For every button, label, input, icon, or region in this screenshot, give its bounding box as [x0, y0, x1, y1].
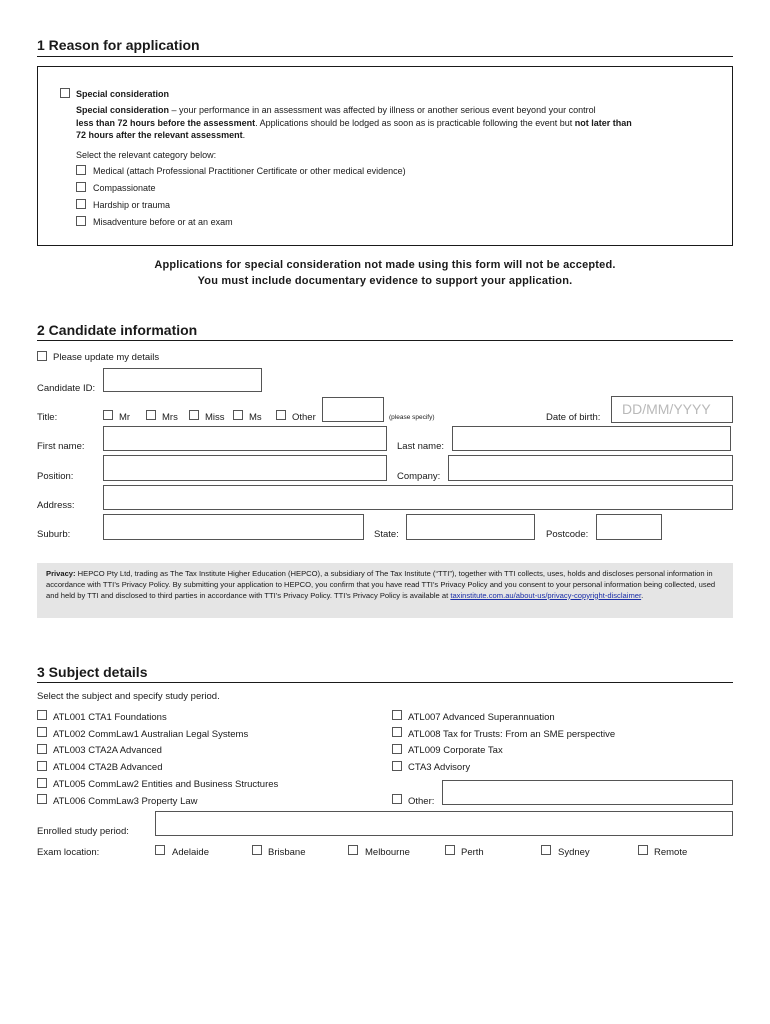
- subject-checkbox-cta3[interactable]: [392, 761, 402, 771]
- location-checkbox-remote[interactable]: [638, 845, 648, 855]
- location-checkbox-brisbane[interactable]: [252, 845, 262, 855]
- title-checkbox-other[interactable]: [276, 410, 286, 420]
- location-label-perth: Perth: [461, 847, 484, 858]
- company-input[interactable]: [448, 455, 733, 481]
- desc-1: – your performance in an assessment was affected by illness or another serious event beyond your control: [169, 105, 596, 115]
- location-checkbox-adelaide[interactable]: [155, 845, 165, 855]
- privacy-heading: Privacy:: [46, 569, 76, 578]
- enrolled-period-label: Enrolled study period:: [37, 826, 129, 837]
- category-label-hardship: Hardship or trauma: [93, 200, 171, 210]
- subject-label-atl008: ATL008 Tax for Trusts: From an SME perspective: [408, 729, 616, 740]
- category-label-medical: Medical (attach Professional Practitioner Certificate or other medical evidence): [93, 166, 406, 176]
- update-details-label: Please update my details: [53, 352, 160, 363]
- subject-instruction: Select the subject and specify study period.: [37, 691, 220, 702]
- please-specify-hint: (please specify): [389, 414, 435, 421]
- position-label: Position:: [37, 471, 74, 482]
- title-option-other: Other: [292, 412, 316, 423]
- subject-checkbox-atl002[interactable]: [37, 727, 47, 737]
- company-label: Company:: [397, 471, 441, 482]
- location-checkbox-perth[interactable]: [445, 845, 455, 855]
- section-2-rule: [37, 340, 733, 341]
- subject-label-atl003: ATL003 CTA2A Advanced: [53, 745, 162, 756]
- subject-checkbox-atl001[interactable]: [37, 710, 47, 720]
- subject-label-atl005: ATL005 CommLaw2 Entities and Business Structures: [53, 779, 279, 790]
- suburb-label: Suburb:: [37, 529, 71, 540]
- section-3-rule: [37, 682, 733, 683]
- address-label: Address:: [37, 500, 75, 511]
- privacy-end: .: [641, 590, 644, 600]
- desc-bold: Special consideration: [76, 105, 170, 115]
- notice-line-1: Applications for special consideration not made using this form will not be accepted.: [154, 259, 616, 271]
- location-label-melbourne: Melbourne: [365, 847, 410, 858]
- subject-checkbox-other[interactable]: [392, 794, 402, 804]
- desc-2-bold: less than 72 hours before the assessment: [76, 117, 256, 128]
- title-option-miss: Miss: [205, 412, 225, 423]
- category-checkbox-hardship[interactable]: [76, 199, 86, 209]
- section-2-title: 2 Candidate information: [37, 322, 198, 338]
- candidate-id-label: Candidate ID:: [37, 383, 96, 394]
- subject-other-input[interactable]: [442, 780, 733, 805]
- suburb-input[interactable]: [103, 514, 364, 540]
- subject-checkbox-atl003[interactable]: [37, 744, 47, 754]
- category-checkbox-medical[interactable]: [76, 165, 86, 175]
- subject-label-atl009: ATL009 Corporate Tax: [408, 745, 503, 756]
- location-label-sydney: Sydney: [558, 847, 590, 858]
- title-checkbox-miss[interactable]: [189, 410, 199, 420]
- section-1-title: 1 Reason for application: [37, 37, 200, 53]
- category-checkbox-compassionate[interactable]: [76, 182, 86, 192]
- postcode-input[interactable]: [596, 514, 662, 540]
- location-label-remote: Remote: [654, 847, 688, 858]
- title-other-input[interactable]: [322, 397, 384, 422]
- subject-checkbox-atl006[interactable]: [37, 794, 47, 804]
- last-name-input[interactable]: [452, 426, 731, 451]
- subject-label-atl001: ATL001 CTA1 Foundations: [53, 712, 167, 723]
- enrolled-period-input[interactable]: [155, 811, 733, 836]
- first-name-input[interactable]: [103, 426, 387, 451]
- location-label-adelaide: Adelaide: [172, 847, 209, 858]
- location-checkbox-sydney[interactable]: [541, 845, 551, 855]
- section-1-rule: [37, 56, 733, 57]
- desc-3-bold: 72 hours after the relevant assessment: [76, 130, 243, 140]
- dob-input[interactable]: DD/MM/YYYY: [611, 396, 733, 423]
- subject-other-label: Other:: [408, 796, 435, 807]
- exam-location-label: Exam location:: [37, 847, 100, 858]
- special-consideration-panel: [37, 66, 733, 246]
- privacy-notice: [37, 563, 733, 618]
- title-label: Title:: [37, 412, 58, 423]
- desc-3: .: [242, 130, 246, 140]
- category-checkbox-misadventure[interactable]: [76, 216, 86, 226]
- title-checkbox-ms[interactable]: [233, 410, 243, 420]
- desc-2-bold2: not later than: [574, 117, 632, 128]
- first-name-label: First name:: [37, 441, 85, 452]
- subject-label-atl002: ATL002 CommLaw1 Australian Legal Systems: [53, 729, 249, 740]
- special-consideration-description: [76, 104, 716, 142]
- title-checkbox-mrs[interactable]: [146, 410, 156, 420]
- state-label: State:: [374, 529, 399, 540]
- title-option-ms: Ms: [249, 412, 262, 423]
- postcode-label: Postcode:: [546, 529, 589, 540]
- title-option-mrs: Mrs: [162, 412, 178, 423]
- subject-label-cta3: CTA3 Advisory: [408, 762, 471, 773]
- candidate-id-input[interactable]: [103, 368, 262, 392]
- desc-2: . Applications should be lodged as soon as is practicable following the event but: [255, 117, 575, 128]
- address-input[interactable]: [103, 485, 733, 510]
- category-label-compassionate: Compassionate: [93, 183, 156, 193]
- location-checkbox-melbourne[interactable]: [348, 845, 358, 855]
- privacy-policy-link[interactable]: taxinstitute.com.au/about-us/privacy-copyright-disclaimer: [450, 590, 642, 600]
- subject-checkbox-atl005[interactable]: [37, 778, 47, 788]
- subject-checkbox-atl009[interactable]: [392, 744, 402, 754]
- position-input[interactable]: [103, 455, 387, 481]
- subject-checkbox-atl008[interactable]: [392, 727, 402, 737]
- title-option-mr: Mr: [119, 412, 131, 423]
- update-details-checkbox[interactable]: [37, 351, 47, 361]
- special-consideration-label: Special consideration: [76, 89, 170, 99]
- notice-line-2: You must include documentary evidence to support your application.: [197, 275, 573, 287]
- subject-label-atl006: ATL006 CommLaw3 Property Law: [53, 796, 198, 807]
- category-label-misadventure: Misadventure before or at an exam: [93, 217, 233, 227]
- subject-checkbox-atl004[interactable]: [37, 761, 47, 771]
- title-checkbox-mr[interactable]: [103, 410, 113, 420]
- special-consideration-checkbox[interactable]: [60, 88, 70, 98]
- privacy-text: HEPCO Pty Ltd, trading as The Tax Institute Higher Education (HEPCO), a subsidiary of The Tax Institute (“TTI”), together with TTI collects, uses, holds and discloses personal information in accordance with TTI’s Privacy Policy. By submitting your application to HEPCO, you confirm that you have read TTI’s Privacy Policy and you consent to your personal information being collected, used and held by TTI and disclosed to third parties in accordance with TTI’s Privacy Policy. TTI’s Privacy Policy is available at: [46, 569, 716, 600]
- subject-label-atl004: ATL004 CTA2B Advanced: [53, 762, 163, 773]
- dob-label: Date of birth:: [546, 412, 601, 423]
- subject-checkbox-atl007[interactable]: [392, 710, 402, 720]
- last-name-label: Last name:: [397, 441, 444, 452]
- state-input[interactable]: [406, 514, 535, 540]
- select-category-text: Select the relevant category below:: [76, 150, 217, 160]
- section-3-title: 3 Subject details: [37, 664, 148, 680]
- subject-label-atl007: ATL007 Advanced Superannuation: [408, 712, 555, 723]
- location-label-brisbane: Brisbane: [268, 847, 306, 858]
